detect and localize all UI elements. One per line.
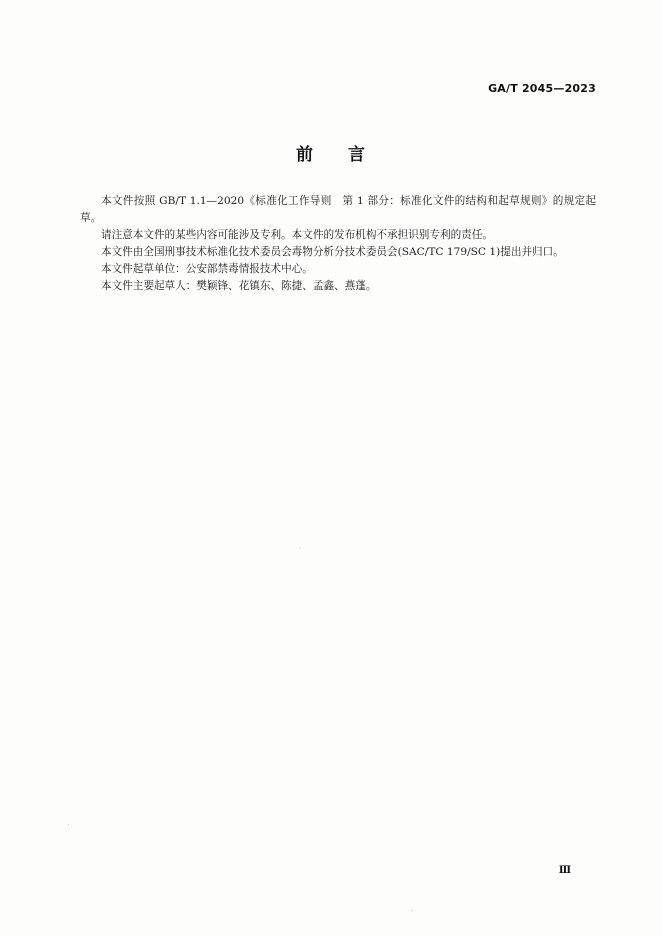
paragraph-drafters: 本文件主要起草人：樊颖锋、花镇东、陈捷、孟鑫、燕蓬。 bbox=[101, 280, 377, 292]
title-char-1: 前 bbox=[296, 145, 314, 165]
document-identifier: GA/T 2045—2023 bbox=[488, 82, 596, 95]
page-title bbox=[0, 140, 662, 165]
paragraph-patent-notice: 请注意本文件的某些内容可能涉及专利。本文件的发布机构不承担识别专利的责任。 bbox=[101, 229, 493, 241]
paragraph-drafting-unit: 本文件起草单位：公安部禁毒情报技术中心。 bbox=[101, 263, 313, 275]
paragraph-proposer: 本文件由全国刑事技术标准化技术委员会毒物分析分技术委员会(SAC/TC 179/SC 1)提出并归口。 bbox=[101, 246, 564, 258]
title-char-2: 言 bbox=[348, 145, 366, 165]
page-number: Ⅲ bbox=[558, 865, 571, 876]
paragraph-drafting-rules: 本文件按照 GB/T 1.1—2020《标准化工作导则 第 1 部分：标准化文件的结构和起草规则》的规定起草。 bbox=[80, 195, 596, 224]
foreword-body bbox=[80, 193, 596, 295]
